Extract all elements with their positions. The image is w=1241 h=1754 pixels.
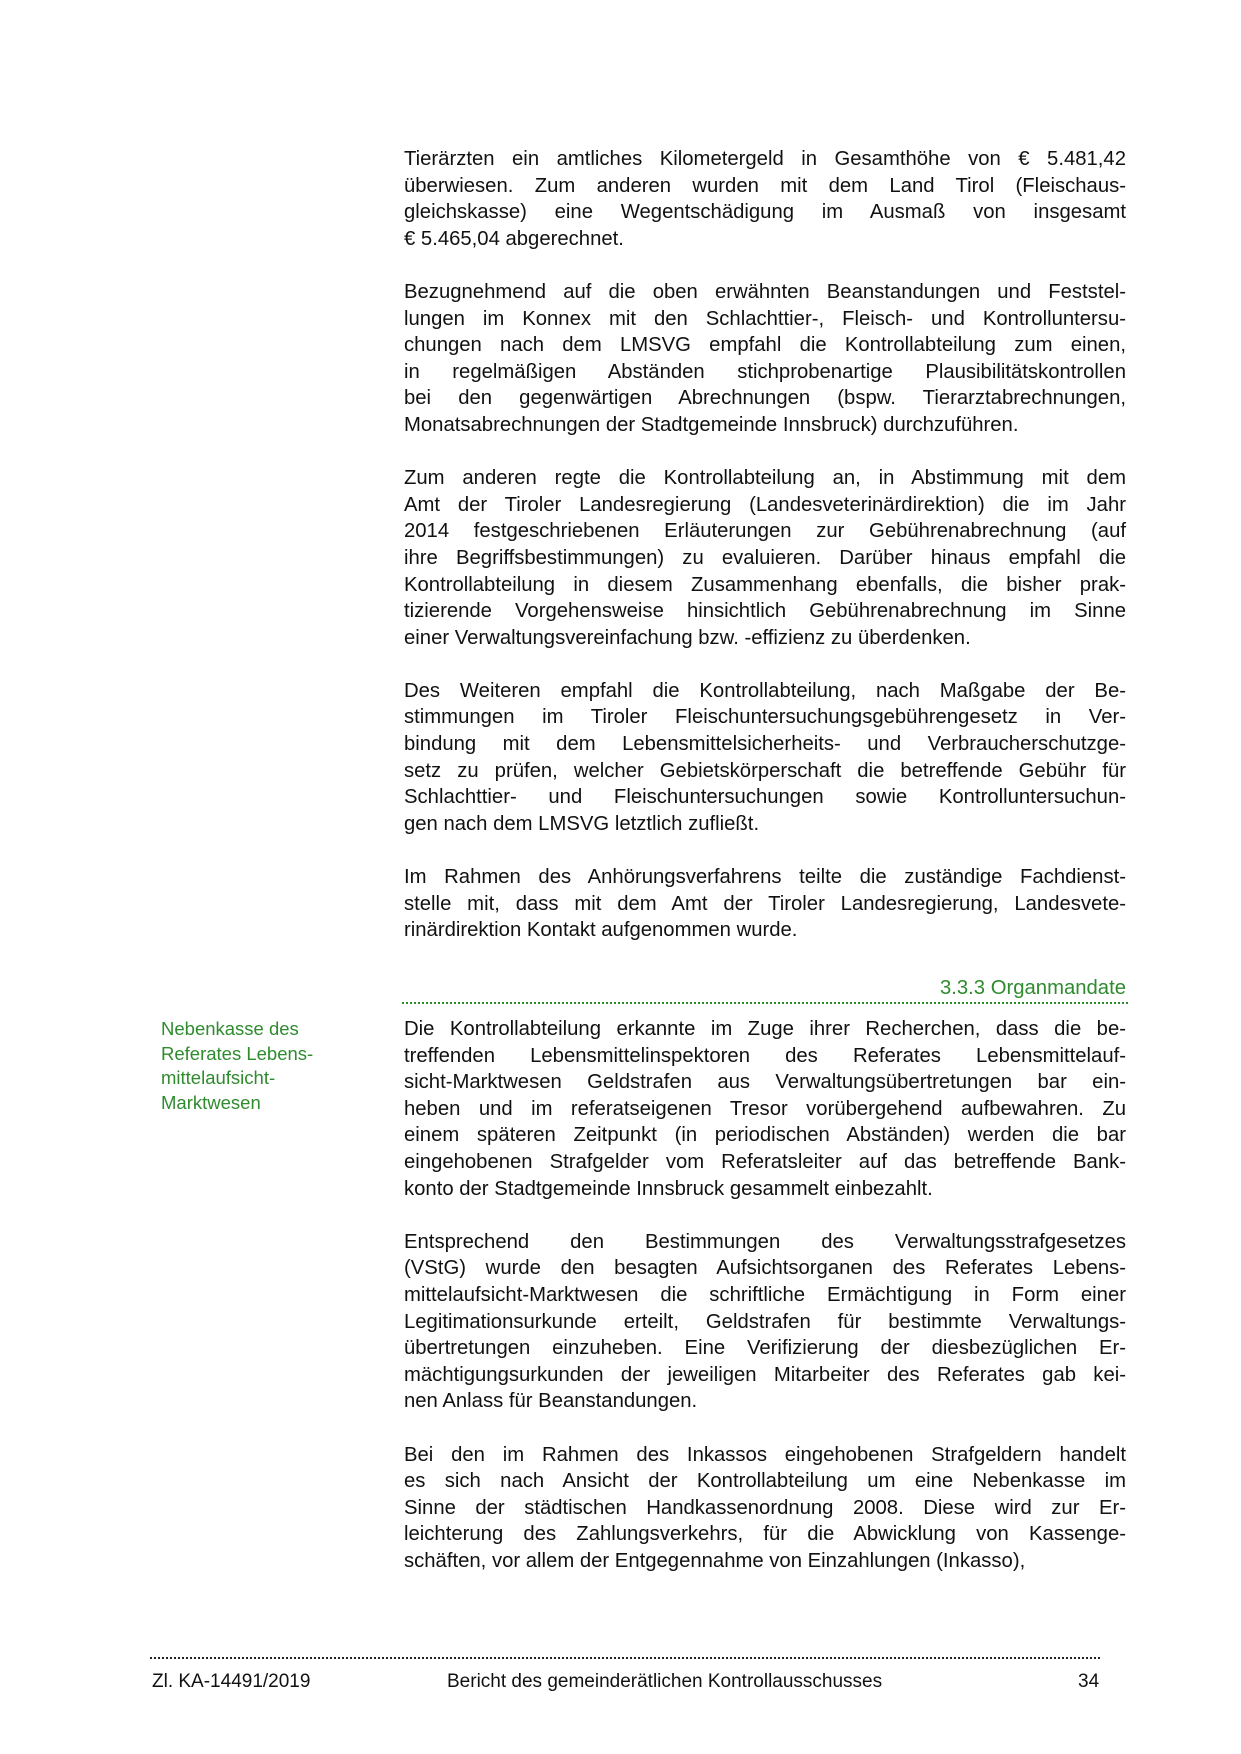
text-line: lungen im Konnex mit den Schlachttier-, Fleisch- und Kontrolluntersu- [404, 307, 1126, 330]
margin-note-line: Referates Lebens- [161, 1042, 314, 1064]
paragraph [404, 1016, 1126, 1202]
text-line: rinärdirektion Kontakt aufgenommen wurde. [404, 919, 798, 942]
text-line: treffenden Lebensmittelinspektoren des Referates Lebensmittelauf- [404, 1044, 1126, 1067]
heading-divider [402, 1002, 1128, 1004]
text-line: übertretungen einzuheben. Eine Verifizierung der diesbezüglichen Er- [404, 1337, 1126, 1360]
text-line: Entsprechend den Bestimmungen des Verwaltungsstrafgesetzes [404, 1230, 1126, 1253]
paragraph [404, 465, 1126, 651]
footer-divider [150, 1657, 1100, 1659]
paragraph [404, 864, 1126, 944]
margin-note-line: Nebenkasse des [161, 1018, 299, 1039]
text-line: eingehobenen Strafgelder vom Referatsleiter auf das betreffende Bank- [404, 1150, 1126, 1173]
text-line: gleichskasse) eine Wegentschädigung im Ausmaß von insgesamt [404, 201, 1126, 224]
text-line: mächtigungsurkunden der jeweiligen Mitarbeiter des Referates gab kei- [404, 1363, 1126, 1386]
section-heading: 3.3.3 Organmandate [939, 977, 1126, 999]
text-line: gen nach dem LMSVG letztlich zufließt. [404, 812, 760, 835]
text-line: bindung mit dem Lebensmittelsicherheits- und Verbraucherschutzge- [404, 733, 1126, 756]
paragraph [404, 146, 1126, 252]
text-line: Zum anderen regte die Kontrollabteilung an, in Abstimmung mit dem [404, 467, 1126, 490]
margin-note [161, 1017, 361, 1115]
margin-note-line: mittelaufsicht- [161, 1067, 276, 1088]
footer-title: Bericht des gemeinderätlichen Kontrollausschusses [447, 1671, 883, 1692]
text-line: einem späteren Zeitpunkt (in periodischen Abständen) werden die bar [404, 1124, 1126, 1147]
text-line: leichterung des Zahlungsverkehrs, für die Abwicklung von Kassenge- [404, 1523, 1126, 1546]
margin-note-line: Marktwesen [161, 1091, 261, 1113]
body-text-before [404, 146, 1126, 970]
text-line: nen Anlass für Beanstandungen. [404, 1390, 698, 1413]
text-line: 2014 festgeschriebenen Erläuterungen zur Gebührenabrechnung (auf [404, 520, 1126, 543]
body-text-after [404, 1016, 1126, 1601]
paragraph [404, 678, 1126, 838]
text-line: Tierärzten ein amtliches Kilometergeld in Gesamthöhe von € 5.481,42 [404, 148, 1126, 170]
text-line: Bei den im Rahmen des Inkassos eingehobenen Strafgeldern handelt [404, 1443, 1126, 1466]
text-line: stelle mit, dass mit dem Amt der Tiroler Landesregierung, Landesvete- [404, 892, 1126, 915]
text-line: stimmungen im Tiroler Fleischuntersuchungsgebührengesetz in Ver- [404, 706, 1126, 729]
text-line: schäften, vor allem der Entgegennahme von Einzahlungen (Inkasso), [404, 1549, 1026, 1572]
text-line: (VStG) wurde den besagten Aufsichtsorganen des Referates Lebens- [404, 1257, 1126, 1280]
text-line: Legitimationsurkunde erteilt, Geldstrafen für bestimmte Verwaltungs- [404, 1310, 1126, 1333]
text-line: mittelaufsicht-Marktwesen die schriftliche Ermächtigung in Form einer [404, 1283, 1126, 1306]
text-line: Des Weiteren empfahl die Kontrollabteilung, nach Maßgabe der Be- [404, 679, 1126, 702]
paragraph [404, 1442, 1126, 1575]
text-line: € 5.465,04 abgerechnet. [404, 227, 624, 250]
text-line: Amt der Tiroler Landesregierung (Landesveterinärdirektion) die im Jahr [404, 493, 1126, 516]
text-line: tizierende Vorgehensweise hinsichtlich Gebührenabrechnung im Sinne [404, 600, 1126, 623]
paragraph [404, 279, 1126, 439]
text-line: heben und im referatseigenen Tresor vorübergehend aufbewahren. Zu [404, 1097, 1126, 1120]
paragraph [404, 1229, 1126, 1415]
footer-reference: Zl. KA-14491/2019 [152, 1671, 311, 1692]
text-line: es sich nach Ansicht der Kontrollabteilung um eine Nebenkasse im [404, 1470, 1126, 1493]
text-line: Kontrollabteilung in diesem Zusammenhang ebenfalls, die bisher prak- [404, 573, 1126, 596]
text-line: Monatsabrechnungen der Stadtgemeinde Innsbruck) durchzuführen. [404, 413, 1019, 436]
text-line: einer Verwaltungsvereinfachung bzw. -effizienz zu überdenken. [404, 626, 971, 649]
text-line: konto der Stadtgemeinde Innsbruck gesammelt einbezahlt. [404, 1177, 933, 1200]
text-line: in regelmäßigen Abständen stichprobenartige Plausibilitätskontrollen [404, 360, 1126, 383]
text-line: ihre Begriffsbestimmungen) zu evaluieren. Darüber hinaus empfahl die [404, 546, 1126, 569]
text-line: setz zu prüfen, welcher Gebietskörperschaft die betreffende Gebühr für [404, 759, 1126, 782]
text-line: überwiesen. Zum anderen wurden mit dem Land Tirol (Fleischaus- [404, 174, 1126, 197]
text-line: Bezugnehmend auf die oben erwähnten Beanstandungen und Feststel- [404, 280, 1126, 303]
text-line: bei den gegenwärtigen Abrechnungen (bspw. Tierarztabrechnungen, [404, 387, 1126, 410]
text-line: Schlachttier- und Fleischuntersuchungen sowie Kontrolluntersuchun- [404, 786, 1126, 809]
text-line: chungen nach dem LMSVG empfahl die Kontrollabteilung zum einen, [404, 334, 1126, 357]
page-number: 34 [1078, 1671, 1100, 1692]
text-line: sicht-Marktwesen Geldstrafen aus Verwaltungsübertretungen bar ein- [404, 1071, 1126, 1094]
text-line: Sinne der städtischen Handkassenordnung 2008. Diese wird zur Er- [404, 1496, 1126, 1519]
text-line: Im Rahmen des Anhörungsverfahrens teilte die zuständige Fachdienst- [404, 866, 1126, 889]
text-line: Die Kontrollabteilung erkannte im Zuge ihrer Recherchen, dass die be- [404, 1018, 1126, 1040]
